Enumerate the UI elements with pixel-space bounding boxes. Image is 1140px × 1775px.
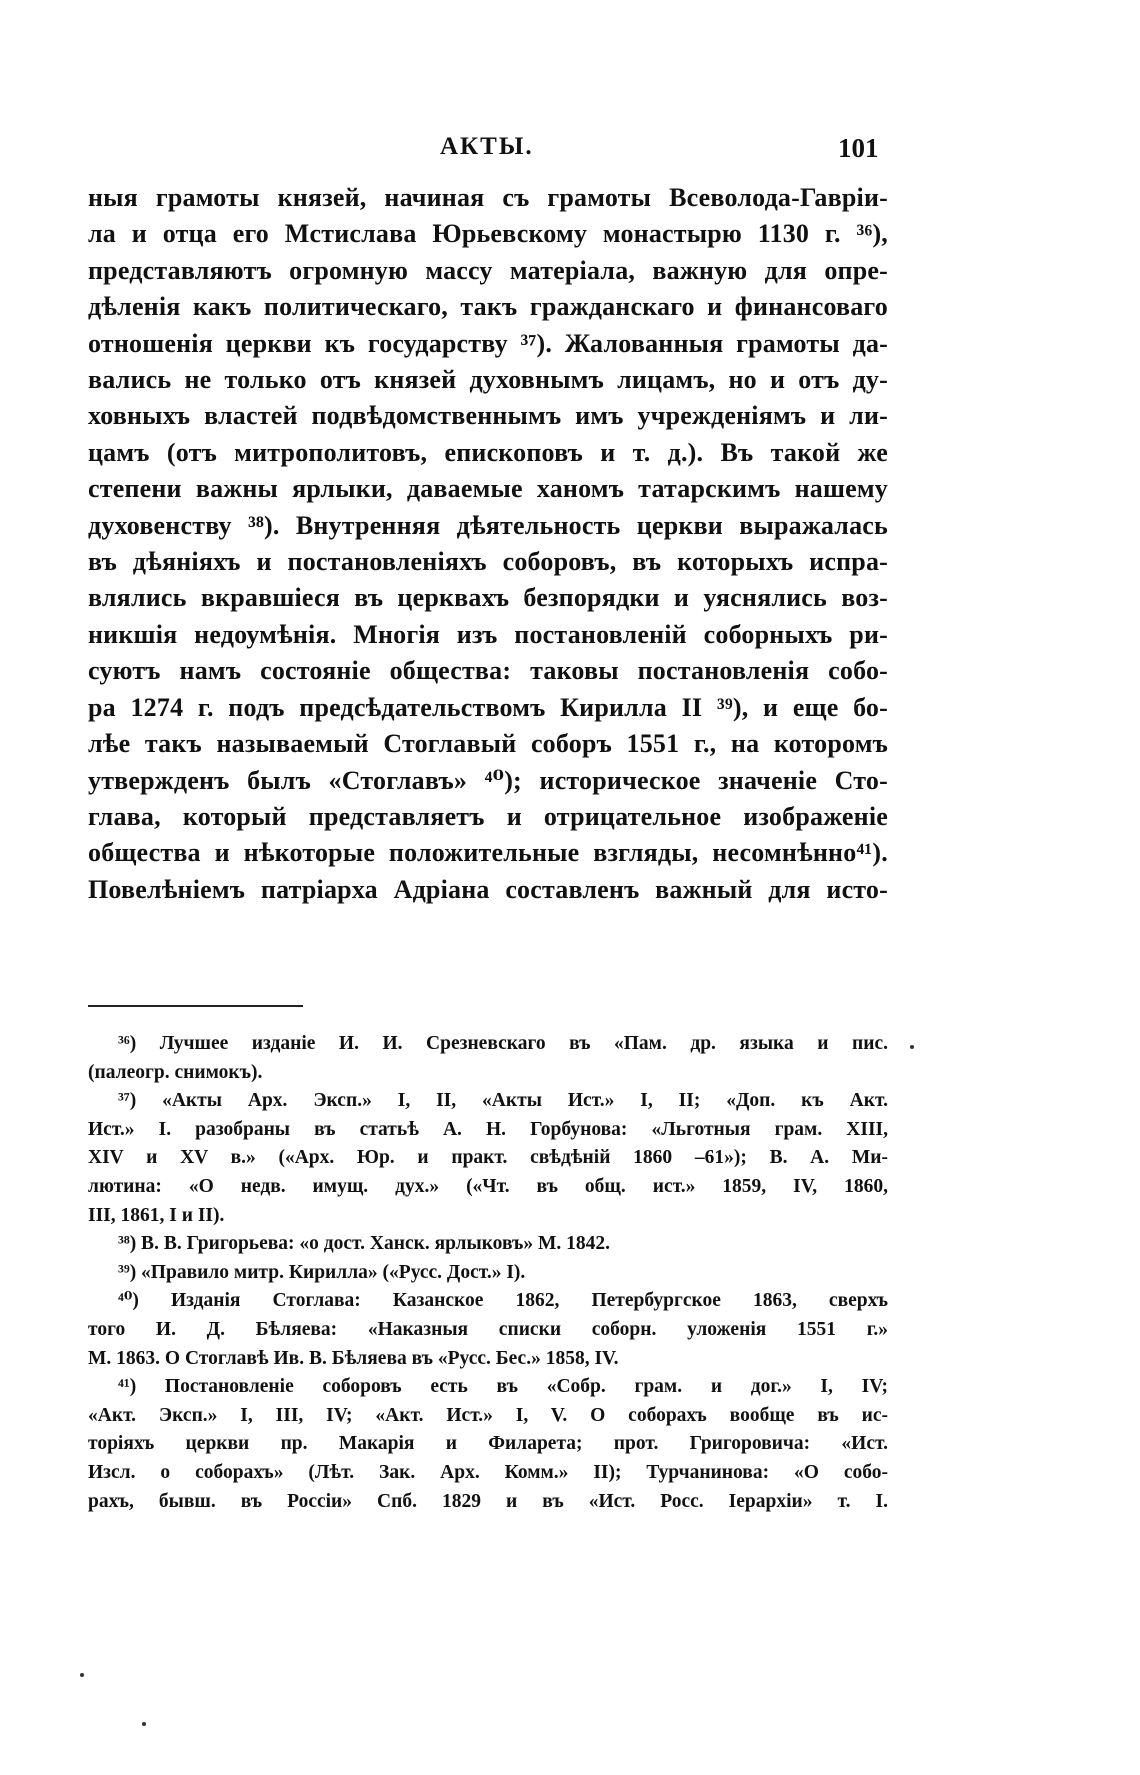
footnote-line: XIV и XV в.» («Арх. Юр. и практ. свѣдѣній 1860 –61»); В. А. Ми- xyxy=(88,1147,888,1169)
running-title: АКТЫ. xyxy=(440,133,534,160)
text-line: представляютъ огромную массу матеріала, важную для опре- xyxy=(88,255,888,285)
text-line: Повелѣніемъ патріарха Адріана составленъ важный для исто- xyxy=(88,874,888,904)
footnote-line: торіяхъ церкви пр. Макарія и Филарета; прот. Григоровича: «Ист. xyxy=(88,1433,888,1455)
footnote-line: лютина: «О недв. имущ. дух.» («Чт. въ общ. ист.» 1859, IV, 1860, xyxy=(88,1175,888,1197)
text-line: вались не только отъ князей духовнымъ лицамъ, но и отъ ду- xyxy=(88,365,888,395)
text-line: въ дѣяніяхъ и постановленіяхъ соборовъ, въ которыхъ испра- xyxy=(88,547,888,577)
text-line: ныя грамоты князей, начиная съ грамоты Всеволода-Гавріи- xyxy=(88,183,888,212)
footnote-line: Изсл. о соборахъ» (Лѣт. Зак. Арх. Комм.» II); Турчанинова: «О собо- xyxy=(88,1461,888,1483)
text-line: духовенству ³⁸). Внутренняя дѣятельность церкви выражалась xyxy=(88,510,888,540)
main-text xyxy=(88,180,888,908)
footnote-line: III, 1861, I и II). xyxy=(88,1204,225,1226)
page-header xyxy=(0,133,1140,173)
text-line: цамъ (отъ митрополитовъ, епископовъ и т. д.). Въ такой же xyxy=(88,437,888,467)
footnote-line: «Акт. Эксп.» I, III, IV; «Акт. Ист.» I, V. О соборахъ вообще въ ис- xyxy=(88,1404,888,1426)
footnote-line: ⁴⁰) Изданія Стоглава: Казанское 1862, Петербургское 1863, сверхъ xyxy=(118,1290,888,1312)
footnotes xyxy=(88,1030,888,1516)
footnote-line: ³⁹) «Правило митр. Кирилла» («Русс. Дост.» I). xyxy=(118,1261,526,1283)
text-line: дѣленія какъ политическаго, такъ гражданскаго и финансоваго xyxy=(88,292,888,322)
text-line: лѣе такъ называемый Стоглавый соборъ 1551 г., на которомъ xyxy=(88,729,888,759)
footnote-line: того И. Д. Бѣляева: «Наказныя списки соборн. уложенія 1551 г.» xyxy=(88,1318,888,1340)
text-line: отношенія церкви къ государству ³⁷). Жалованныя грамоты да- xyxy=(88,328,888,358)
text-line: ла и отца его Мстислава Юрьевскому монастырю 1130 г. ³⁶), xyxy=(88,219,888,249)
text-line: общества и нѣкоторые положительные взгляды, несомнѣнно⁴¹). xyxy=(88,838,888,868)
text-line: степени важны ярлыки, даваемые ханомъ татарскимъ нашему xyxy=(88,474,888,504)
footnote-line: ³⁶) Лучшее изданіе И. И. Срезневскаго въ «Пам. др. языка и пис. xyxy=(118,1033,888,1054)
text-line: ра 1274 г. подъ предсѣдательствомъ Кирилла II ³⁹), и еще бо- xyxy=(88,692,888,722)
scan-speck xyxy=(142,1722,146,1726)
footnote-separator xyxy=(88,1005,303,1007)
footnote-line: М. 1863. О Стоглавѣ Ив. В. Бѣляева въ «Русс. Бес.» 1858, IV. xyxy=(88,1347,619,1369)
text-line: суютъ намъ состояніе общества: таковы постановленія собо- xyxy=(88,656,888,686)
text-line: утвержденъ былъ «Стоглавъ» ⁴⁰); историческое значеніе Сто- xyxy=(88,765,888,795)
footnote-line: ³⁸) В. В. Григорьева: «о дост. Ханск. ярлыковъ» М. 1842. xyxy=(118,1233,611,1255)
footnote-line: рахъ, бывш. въ Россіи» Спб. 1829 и въ «Ист. Росс. Іерархіи» т. I. xyxy=(88,1490,888,1512)
text-line: глава, который представляетъ и отрицательное изображеніе xyxy=(88,801,888,831)
text-line: влялись вкравшіеся въ церквахъ безпорядки и уяснялись воз- xyxy=(88,583,888,613)
text-line: никшія недоумѣнія. Многія изъ постановленій соборныхъ ри- xyxy=(88,619,888,649)
text-line: ховныхъ властей подвѣдомственнымъ имъ учрежденіямъ и ли- xyxy=(88,401,888,431)
footnote-line: Ист.» I. разобраны въ статьѣ А. Н. Горбунова: «Льготныя грам. XIII, xyxy=(88,1118,888,1140)
footnote-line: ⁴¹) Постановленіе соборовъ есть въ «Собр. грам. и дог.» I, IV; xyxy=(118,1376,888,1398)
footnote-line: ³⁷) «Акты Арх. Эксп.» I, II, «Акты Ист.» I, II; «Доп. къ Акт. xyxy=(118,1090,888,1112)
page-number: 101 xyxy=(838,133,879,163)
scan-speck xyxy=(910,1045,914,1049)
footnote-line: (палеогр. снимокъ). xyxy=(88,1061,263,1083)
scan-speck xyxy=(80,1673,84,1677)
